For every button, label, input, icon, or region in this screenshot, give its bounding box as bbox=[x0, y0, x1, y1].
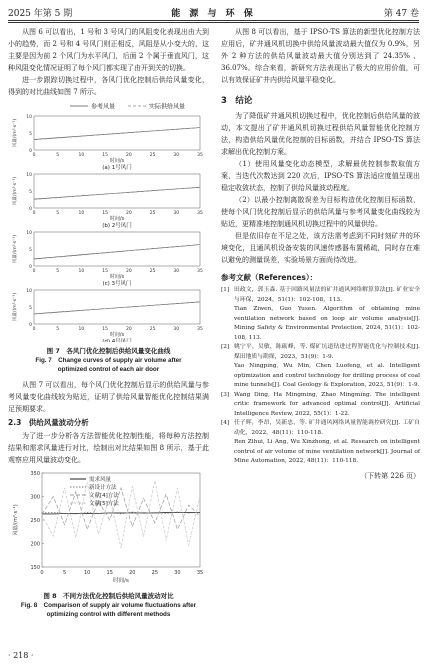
continued-note: （下转第 226 页） bbox=[360, 471, 420, 480]
x-tick-label: 15 bbox=[106, 570, 113, 576]
right-paragraph-1: 从图 8 可以看出，基于 IPSO-TS 算法的新型优化控制方法应用后，矿井通风机切换中供给风量波动最大值仅为 0.9%，另外 2 种方法的供给风量波动最大值分别达到了 24.35% 、36.07%。综合来看，新研究方法表现出了极大的应用价值，可以有效保证矿井内供给风量平稳变化。 bbox=[221, 28, 420, 84]
panel-1 bbox=[11, 114, 203, 171]
y-axis-label: 风量/(m³·s⁻¹) bbox=[13, 118, 18, 148]
x-tick-label: 10 bbox=[83, 570, 91, 576]
x-tick-label: 5 bbox=[56, 327, 60, 332]
x-axis-label: 时间/s bbox=[113, 578, 129, 584]
x-tick-label: 25 bbox=[149, 211, 156, 216]
legend-label: 需求风量 bbox=[89, 477, 112, 483]
x-tick-label: 0 bbox=[32, 327, 36, 332]
y-tick-label: 10 bbox=[26, 173, 32, 178]
right-paragraph-5: 但是依旧存在不足之处，该方法需考虑到不同时刻矿井的环境变化，且通风机设备安装的风速传感器布置稀疏，同时存在难以避免的测量误差，实验场景方面尚待改进。 bbox=[221, 232, 420, 264]
x-tick-label: 35 bbox=[197, 153, 203, 158]
y-tick-label: 5 bbox=[29, 248, 32, 253]
x-tick-label: 20 bbox=[125, 269, 132, 274]
header-rule-2 bbox=[8, 22, 419, 23]
legend-label: 新设计方法 bbox=[89, 485, 117, 491]
x-tick-label: 25 bbox=[149, 327, 156, 332]
y-axis-label: 风量/(m³·s⁻¹) bbox=[13, 504, 19, 536]
reference-item: [4] 任子晖，李昂，吴新忠，等. 矿井通风网络风量智能调控研究[J]. 工矿自动化，2022，48(11)：110-118. bbox=[221, 420, 420, 436]
figure-7-caption-cn: 图 7 各风门优化控制后供给风量变化曲线 bbox=[46, 347, 171, 355]
y-tick-label: 200 bbox=[30, 541, 40, 548]
header-rule bbox=[8, 20, 419, 21]
figure-7-chart bbox=[8, 100, 209, 342]
x-tick-label: 35 bbox=[197, 327, 203, 332]
left-paragraph-1: 从图 6 可以看出，1 号和 3 号风门的风阻变化表现出由大到小的趋势，而 2 号和 4 号风门则正相反，风阻是从小变大的，这主要是因为前 2 个风门为水平风门，后面 2 个属于垂直风门，这种风阻变化情况证明了每个风门都实现了由开到关的切换。 bbox=[8, 28, 209, 72]
x-tick-label: 15 bbox=[102, 327, 109, 332]
x-tick-label: 25 bbox=[149, 153, 156, 158]
x-tick-label: 30 bbox=[173, 269, 180, 274]
y-tick-label: 350 bbox=[30, 471, 40, 477]
y-tick-label: 0 bbox=[29, 265, 32, 270]
x-tick-label: 25 bbox=[149, 269, 156, 274]
x-tick-label: 35 bbox=[196, 570, 204, 576]
page-header bbox=[8, 6, 419, 20]
series-line-3 bbox=[42, 488, 200, 529]
panel-2 bbox=[11, 172, 203, 229]
legend bbox=[70, 475, 119, 507]
right-column bbox=[221, 26, 420, 481]
x-axis-label: 时间/s bbox=[109, 158, 125, 164]
x-tick-label: 5 bbox=[62, 570, 67, 576]
figure-8-caption-en-1: Fig. 8 Comparison of supply air volume fluctuations after bbox=[20, 602, 197, 609]
y-tick-label: 5 bbox=[29, 306, 32, 311]
y-tick-label: 0 bbox=[29, 323, 32, 328]
x-tick-label: 15 bbox=[102, 269, 109, 274]
y-axis-label: 风量/(m³·s⁻¹) bbox=[13, 176, 18, 206]
figure-8-caption-en-2: optimizing control with different methods bbox=[46, 611, 171, 618]
x-tick-label: 15 bbox=[102, 153, 109, 158]
right-paragraph-3: （1）使用风量变化动态模型，求解最优控制参数取值方案，当迭代次数达到 220 次后，IPSO-TS 算法适应度值呈现出稳定收敛状态，控制了供给风量波动程度。 bbox=[221, 160, 420, 192]
left-column bbox=[8, 26, 209, 619]
section-2-3-heading: 2.3 供给风量波动分析 bbox=[8, 418, 89, 427]
y-tick-label: 10 bbox=[26, 289, 32, 294]
series-line-4 bbox=[42, 481, 200, 549]
panel-caption: (d) 4号风门 bbox=[102, 339, 132, 342]
y-tick-label: 5 bbox=[29, 190, 32, 195]
panel-frame bbox=[34, 232, 200, 266]
y-tick-label: 150 bbox=[30, 565, 40, 571]
x-tick-label: 20 bbox=[125, 153, 132, 158]
x-tick-label: 20 bbox=[125, 327, 132, 332]
figure-8 bbox=[8, 469, 209, 619]
x-tick-label: 10 bbox=[78, 211, 85, 216]
right-paragraph-4: （2）以最小控制离散误差为目标构造优化控制目标函数，使每个风门优化控制后显示的供给风量与参考风量变化曲线较为贴近，更精准地控制通风机切换过程中的风量供给。 bbox=[221, 196, 420, 228]
reference-item: Ren Zihui, Li Ang, Wu Xinzhong, et al. Research on intelligent control of air volume of mine ventilation network[J]. Journal of Mine Automation, 2022, 48(11)：110-118. bbox=[234, 439, 420, 464]
x-tick-label: 30 bbox=[174, 570, 181, 576]
x-tick-label: 20 bbox=[125, 211, 132, 216]
reference-item: Tian Ziwen, Guo Yusen. Algorithm of obtaining mine ventilation network based on loop air volume analysis[J]. Mining Safety & Environmental Protection, 2024, 51(1)：102-108, 113. bbox=[234, 306, 420, 341]
y-tick-label: 5 bbox=[29, 132, 32, 137]
x-tick-label: 5 bbox=[56, 153, 60, 158]
x-tick-label: 0 bbox=[40, 570, 44, 576]
figure-7 bbox=[8, 100, 209, 374]
figure-8-caption-cn: 图 8 不同方法优化控制后供给风量波动对比 bbox=[43, 592, 174, 600]
panel-caption: (c) 3号风门 bbox=[102, 281, 132, 287]
y-tick-label: 10 bbox=[26, 115, 32, 120]
reference-item: [3] Wang Ding, Ha Mingming, Zhao Mingming. The intelligent critic framework for advanced optimal control[J]. Artificial Intelligence Review, 2022, 55(1)：1-22. bbox=[221, 391, 420, 417]
x-tick-label: 0 bbox=[32, 153, 36, 158]
y-tick-label: 0 bbox=[29, 207, 32, 212]
reference-item: [2] 姚宁平，吴敏，陈砺峰，等. 煤矿坑道钻进过程智能优化与控制技术[J]. 煤田地质与勘探，2023，51(9)：1-9. bbox=[221, 344, 420, 360]
x-tick-label: 35 bbox=[197, 269, 203, 274]
y-tick-label: 10 bbox=[26, 231, 32, 236]
issue-label: 2025 年第 5 期 bbox=[8, 9, 73, 19]
x-tick-label: 30 bbox=[173, 327, 180, 332]
panel-frame bbox=[34, 174, 200, 208]
x-tick-label: 0 bbox=[32, 269, 36, 274]
x-tick-label: 10 bbox=[78, 269, 85, 274]
x-tick-label: 20 bbox=[129, 570, 136, 576]
x-tick-label: 10 bbox=[78, 327, 85, 332]
panel-4 bbox=[11, 288, 203, 342]
legend-label: 文献[4]方法 bbox=[89, 493, 119, 499]
panel-caption: (a) 1号风门 bbox=[102, 165, 132, 171]
x-tick-label: 30 bbox=[173, 153, 180, 158]
panel-3 bbox=[11, 230, 203, 287]
y-axis-label: 风量/(m³·s⁻¹) bbox=[13, 292, 18, 322]
x-tick-label: 15 bbox=[102, 211, 109, 216]
panel-frame bbox=[34, 290, 200, 324]
legend-ref-label: 参考风量 bbox=[91, 103, 116, 111]
x-axis-label: 时间/s bbox=[109, 332, 125, 338]
left-paragraph-2: 进一步跟踪切换过程中，各风门优化控制后供给风量变化，得到的对比曲线如图 7 所示。 bbox=[8, 76, 209, 96]
figure-8-chart bbox=[8, 469, 209, 587]
figure-7-caption-en-1: Fig. 7 Change curves of supply air volume after bbox=[35, 357, 182, 364]
right-paragraph-2: 为了降低矿井通风机切换过程中，优化控制后供给风量的波动，本文提出了矿井通风机切换过程供给风量智能优化控制方法，构造供给风量优化控制的目标函数，并结合 IPSO-TS 算法求解出优化控制方案。 bbox=[221, 112, 420, 156]
x-tick-label: 35 bbox=[197, 211, 203, 216]
volume-label: 第 47 卷 bbox=[383, 9, 419, 19]
section-3-heading: 3 结论 bbox=[221, 96, 253, 106]
x-tick-label: 30 bbox=[173, 211, 180, 216]
panel-frame bbox=[34, 116, 200, 150]
x-tick-label: 5 bbox=[56, 211, 60, 216]
page-number: · 218 · bbox=[8, 651, 34, 660]
x-tick-label: 25 bbox=[151, 570, 159, 576]
x-tick-label: 5 bbox=[56, 269, 60, 274]
journal-title: 能 源 与 环 保 bbox=[171, 9, 256, 19]
x-axis-label: 时间/s bbox=[109, 216, 125, 222]
x-tick-label: 0 bbox=[32, 211, 36, 216]
y-tick-label: 0 bbox=[29, 149, 32, 154]
legend-label: 文献[5]方法 bbox=[89, 501, 119, 507]
reference-list bbox=[221, 286, 420, 467]
x-tick-label: 10 bbox=[78, 153, 85, 158]
reference-item: Yao Ningping, Wu Min, Chen Luofeng, et al. Intelligent optimization and control technology for drilling process of coal mine tunnels[J]. Coal Geology & Exploration, 2023, 51(9)：1-9. bbox=[234, 363, 420, 388]
figure-7-caption-en-2: optimized control of each air door bbox=[57, 366, 160, 373]
reference-item: [1] 田政文，郭玉森. 基于回路风量法的矿井通风网络解算算法[J]. 矿业安全与环保，2024，51(1)：102-108，113. bbox=[221, 287, 420, 303]
left-paragraph-4: 为了进一步分析各方法智能优化控制性能，将每种方法控制结果和需求风量进行对比，绘制出对比结果如图 8 所示，基于此观察应用风量波动变化。 bbox=[8, 432, 209, 464]
panel-caption: (b) 2号风门 bbox=[102, 223, 132, 229]
left-paragraph-3: 从图 7 可以看出，每个风门优化控制后显示的供给风量与参考风量变化曲线较为贴近，证明了供给风量智能优化控制结果满足预期要求。 bbox=[8, 381, 209, 413]
y-axis-label: 风量/(m³·s⁻¹) bbox=[13, 234, 18, 264]
y-tick-label: 250 bbox=[30, 518, 40, 524]
legend-actual-label: 实际供给风量 bbox=[149, 103, 186, 111]
x-axis-label: 时间/s bbox=[109, 274, 125, 280]
references-heading: 参考文献（References）： bbox=[221, 273, 318, 282]
y-tick-label: 300 bbox=[30, 494, 40, 501]
